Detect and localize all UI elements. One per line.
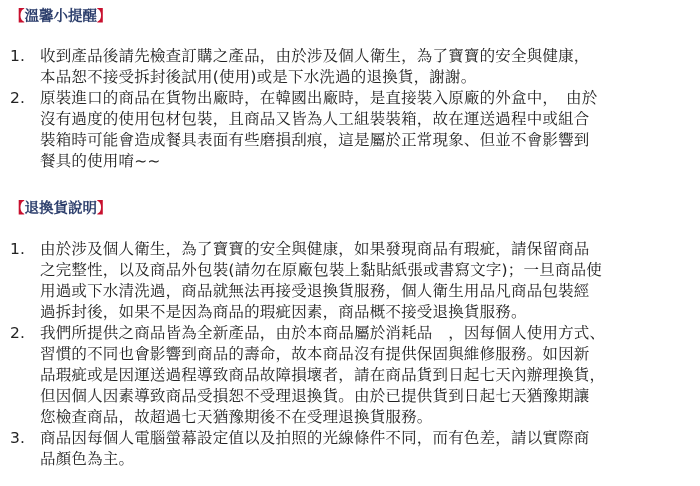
item-line: 品顏色為主。 [40,450,135,468]
item-line: 過拆封後，如果不是因為商品的瑕疵因素，商品概不接受退換貨服務。 [40,303,527,321]
item-line: 商品因每個人電腦螢幕設定值以及拍照的光線條件不同，而有色差，請以實際商 [40,429,590,447]
bracket-open: 【 [10,9,25,25]
item-number: 1. [10,240,26,258]
item-line: 由於涉及個人衛生，為了寶寶的安全與健康，如果發現商品有瑕疵，請保留商品 [40,240,590,258]
section-heading-returns [10,199,112,219]
item-number: 3. [10,429,26,447]
item-line: 但因個人因素導致商品受損恕不受理退換貨。由於已提供貨到日起七天猶豫期讓 [40,387,590,405]
reminder-list [0,46,680,172]
returns-list [0,239,680,470]
bracket-open: 【 [10,201,25,217]
item-line: 您檢查商品，故超過七天猶豫期後不在受理退換貨服務。 [40,408,433,426]
item-line: 收到產品後請先檢查訂購之產品，由於涉及個人衛生，為了寶寶的安全與健康， [40,47,590,65]
item-line: 本品恕不接受拆封後試用(使用)或是下水洗過的退換貨，謝謝。 [40,68,477,86]
list-item [0,428,680,470]
item-line: 品瑕疵或是因運送過程導致商品故障損壞者，請在商品貨到日起七天內辦理換貨， [40,366,606,384]
list-item [0,323,680,428]
item-line: 我們所提供之商品皆為全新產品，由於本商品屬於消耗品 ，因每個人使用方式、 [40,324,606,342]
item-line: 沒有過度的使用包材包裝，且商品又皆為人工組裝裝箱，故在運送過程中或組合 [40,110,590,128]
item-line: 之完整性，以及商品外包裝(請勿在原廠包裝上黏貼紙張或書寫文字)；一旦商品使 [40,261,602,279]
item-number: 2. [10,89,26,107]
item-line: 餐具的使用唷~~ [40,152,161,170]
item-number: 1. [10,47,26,65]
bracket-close: 】 [97,9,112,25]
item-line: 習慣的不同也會影響到商品的壽命，故本商品沒有提供保固與維修服務。如因新 [40,345,590,363]
item-line: 用過或下水清洗過，商品就無法再接受退換貨服務，個人衛生用品凡商品包裝經 [40,282,590,300]
section-heading-reminder [10,7,112,27]
item-number: 2. [10,324,26,342]
section-title: 退換貨說明 [24,201,97,217]
list-item [0,46,680,88]
item-line: 裝箱時可能會造成餐具表面有些磨損刮痕，這是屬於正常現象、但並不會影響到 [40,131,590,149]
list-item [0,88,680,172]
section-title: 溫馨小提醒 [24,9,97,25]
item-line: 原裝進口的商品在貨物出廠時，在韓國出廠時，是直接裝入原廠的外盒中， 由於 [40,89,598,107]
list-item [0,239,680,323]
bracket-close: 】 [97,201,112,217]
